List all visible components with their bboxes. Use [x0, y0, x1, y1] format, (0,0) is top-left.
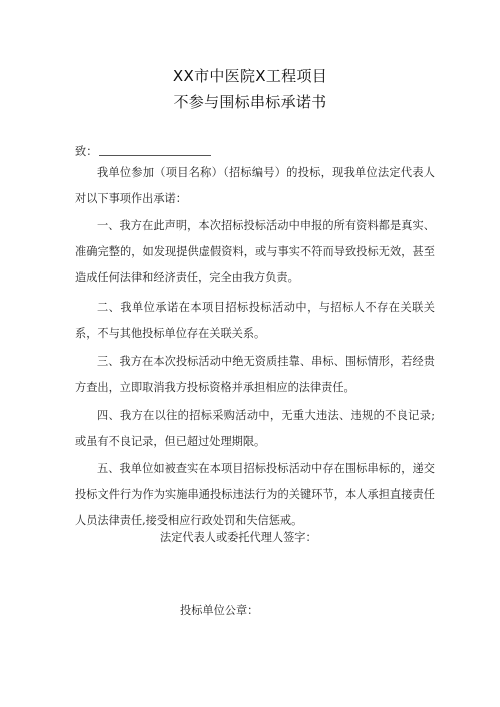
intro-paragraph: 我单位参加（项目名称）（招标编号）的投标，现我单位法定代表人对以下事项作出承诺： [75, 166, 435, 205]
representative-signature-label: 法定代表人或委托代理人签字： [160, 531, 317, 544]
commitment-paragraph-2: 二、我单位承诺在本项目招标投标活动中，与招标人不存在关联关系，不与其他投标单位存在关联关系。 [75, 301, 435, 340]
commitment-paragraph-4: 四、我方在以往的招标采购活动中，无重大违法、违规的不良记录;或虽有不良记录，但已超过处理期限。 [75, 409, 435, 448]
document-title-line1: XX市中医院X工程项目 [172, 67, 328, 85]
recipient-blank [99, 143, 211, 156]
recipient-line [75, 143, 211, 161]
document-title-line2: 不参与围标串标承诺书 [173, 93, 327, 111]
recipient-label: 致： [75, 145, 98, 158]
company-seal-label: 投标单位公章： [180, 604, 259, 617]
commitment-paragraph-3: 三、我方在本次投标活动中绝无资质挂靠、串标、围标情形，若经贵方查出，立即取消我方投标资格并承担相应的法律责任。 [75, 355, 435, 394]
commitment-paragraph-1: 一、我方在此声明，本次招标投标活动中申报的所有资料都是真实、准确完整的，如发现提供虚假资料，或与事实不符而导致投标无效，甚至造成任何法律和经济责任，完全由我方负责。 [75, 219, 435, 284]
commitment-paragraph-5: 五、我单位如被查实在本项目招标投标活动中存在围标串标的，递交投标文件行为作为实施串通投标违法行为的关键环节，本人承担直接责任人员法律责任,接受相应行政处罚和失信惩戒。 [75, 462, 435, 527]
